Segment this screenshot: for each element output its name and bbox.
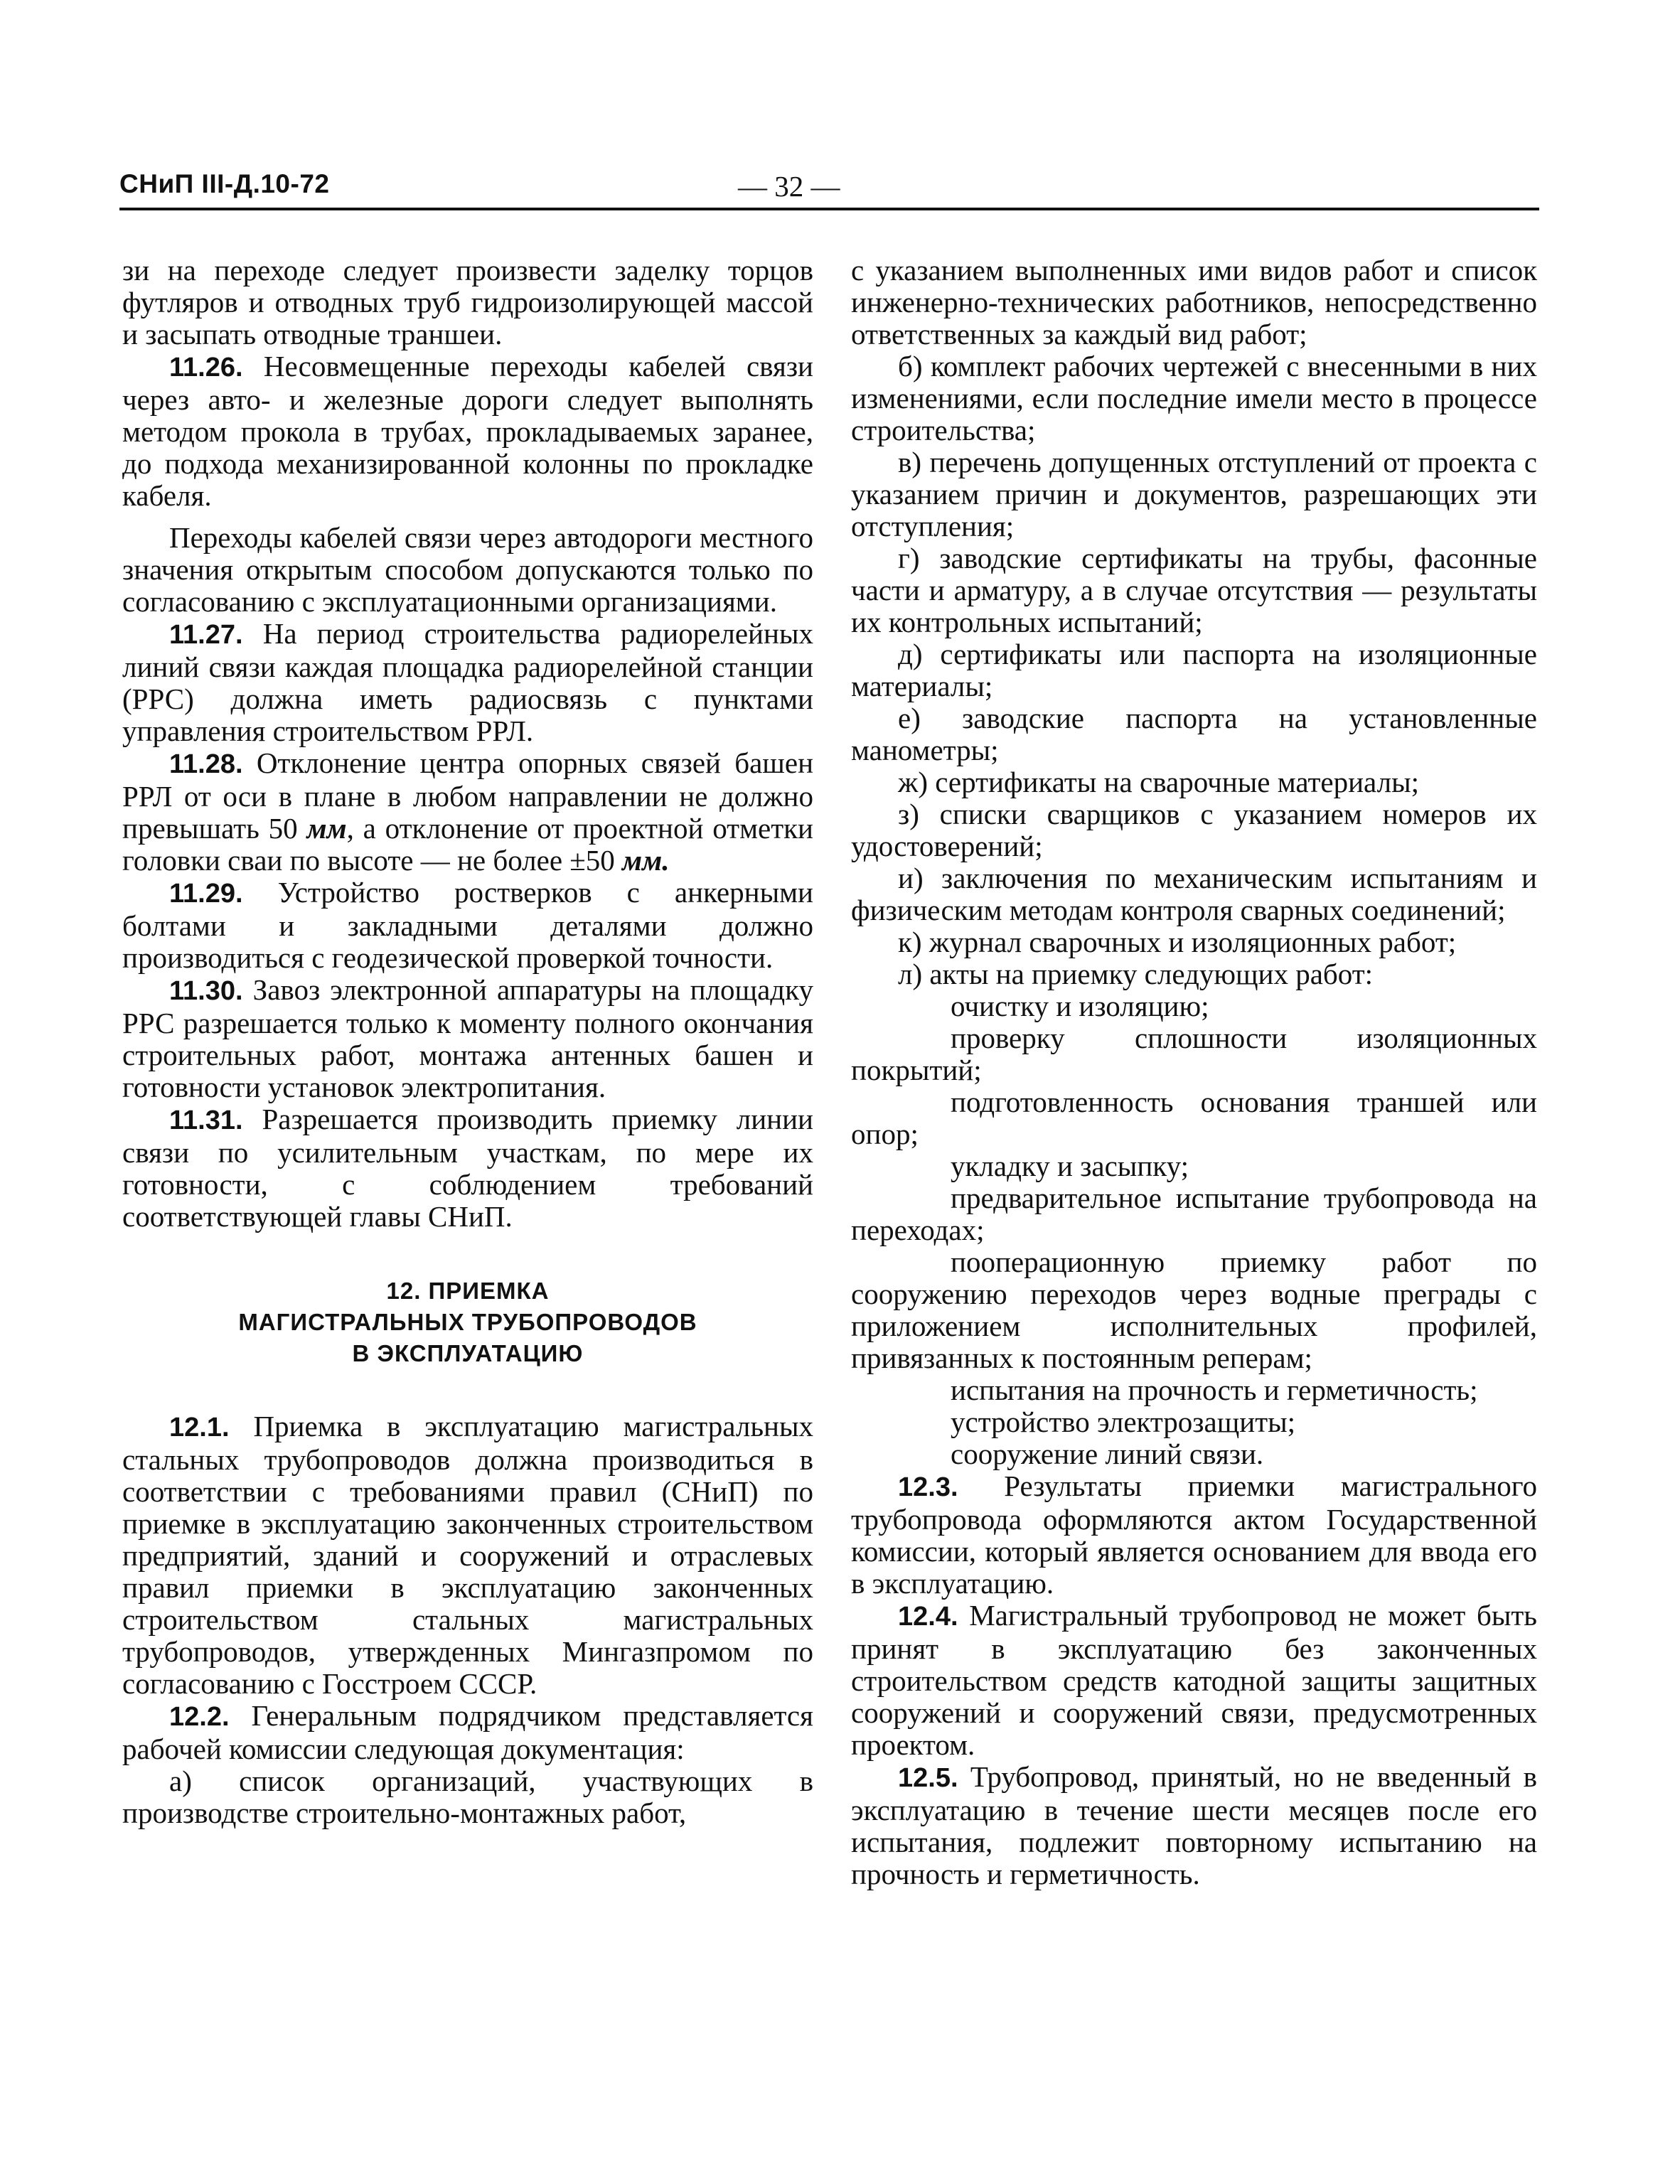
paragraph-12-2: 12.2. Генеральным подрядчиком представляется рабочей комиссии следующая документация:: [122, 1699, 813, 1765]
page-number: — 32 —: [738, 170, 840, 203]
paragraph-12-5: 12.5. Трубопровод, принятый, но не введенный в эксплуатацию в течение шести месяцев после его испытания, подлежит повторному испытанию на прочность и герметичность.: [851, 1760, 1538, 1890]
acceptance-subitem: укладку и засыпку;: [951, 1150, 1189, 1182]
list-item-z: з) списки сварщиков с указанием номеров их удостоверений;: [851, 798, 1537, 862]
list-item-d: д) сертификаты или паспорта на изоляционные материалы;: [851, 638, 1537, 702]
list-item-i: и) заключения по механическим испытаниям и физическим методам контроля сварных соединений;: [851, 862, 1537, 926]
list-item-l: л) акты на приемку следующих работ:: [898, 958, 1374, 990]
acceptance-subitem: очистку и изоляцию;: [951, 990, 1209, 1022]
list-item-v: в) перечень допущенных отступлений от проекта с указанием причин и документов, разрешающих эти отступления;: [851, 446, 1537, 542]
clause-number: 11.31.: [169, 1106, 243, 1135]
paragraph-11-30: 11.30. Завоз электронной аппаратуры на площадку РРС разрешается только к моменту полного окончания строительных работ, монтажа антенных башен и готовности установок электропитания.: [122, 973, 813, 1103]
paragraph-11-26: 11.26. Несовмещенные переходы кабелей связи через авто- и железные дороги следует выполнять методом прокола в трубах, прокладываемых заранее, до подхода механизированной колонны по прокладке кабеля.: [122, 350, 813, 512]
list-item-b: б) комплект рабочих чертежей с внесенными в них изменениями, если последние имели место в процессе строительства;: [851, 350, 1537, 446]
acceptance-subitem: предварительное испытание трубопровода на переходах;: [851, 1182, 1537, 1246]
header-rule: [119, 208, 1539, 210]
clause-number: 11.28.: [169, 749, 243, 779]
list-item-e: е) заводские паспорта на установленные манометры;: [851, 702, 1537, 766]
section-heading: 12. ПРИЕМКА МАГИСТРАЛЬНЫХ ТРУБОПРОВОДОВ В ЭКСПЛУАТАЦИЮ: [238, 1278, 697, 1366]
paragraph-road-crossings: Переходы кабелей связи через автодороги местного значения открытым способом допускаются только по согласованию с эксплуатационными организациями.: [122, 521, 813, 618]
clause-number: 12.5.: [898, 1763, 958, 1793]
paragraph-11-31: 11.31. Разрешается производить приемку линии связи по усилительным участкам, по мере их готовности, с соблюдением требований соответствующей главы СНиП.: [122, 1103, 813, 1233]
acceptance-subitem: подготовленность основания траншей или опор;: [851, 1086, 1537, 1150]
page-header: [119, 165, 1539, 209]
list-item-a-continuation: с указанием выполненных ими видов работ и список инженерно-технических работников, непосредственно ответственных за каждый вид работ;: [851, 254, 1537, 350]
list-item-a: а) список организаций, участвующих в производстве строительно-монтажных работ,: [122, 1765, 813, 1829]
document-code: СНиП III-Д.10-72: [119, 169, 330, 198]
acceptance-subitem: проверку сплошности изоляционных покрытий;: [851, 1022, 1537, 1086]
clause-number: 12.1.: [169, 1413, 230, 1442]
paragraph-continuation: зи на переходе следует произвести заделку торцов футляров и отводных труб гидроизолирующей массой и засыпать отводные траншеи.: [122, 254, 813, 350]
paragraph-11-27: 11.27. На период строительства радиорелейных линий связи каждая площадка радиорелейной станции (РРС) должна иметь радиосвязь с пунктами управления строительством РРЛ.: [122, 617, 813, 747]
paragraph-11-28: 11.28. Отклонение центра опорных связей башен РРЛ от оси в плане в любом направлении не должно превышать 50 мм, а отклонение от проектной отметки головки сваи по высоте — не более ±50 мм.: [122, 746, 814, 877]
paragraph-12-1: 12.1. Приемка в эксплуатацию магистральных стальных трубопроводов должна производиться в соответствии с требованиями правил (СНиП) по приемке в эксплуатацию законченных строительством предприятий, зданий и сооружений и отраслевых правил приемки в эксплуатацию законченных строительством стальных магистральных трубопроводов, утвержденных Мингазпромом по согласованию с Госстроем СССР.: [122, 1410, 814, 1700]
left-column: [122, 255, 813, 1829]
right-column: [851, 255, 1537, 1890]
paragraph-12-4: 12.4. Магистральный трубопровод не может быть принят в эксплуатацию без законченных строительством средств катодной защиты защитных сооружений и сооружений связи, предусмотренных проектом.: [851, 1599, 1538, 1761]
clause-number: 11.26.: [169, 353, 243, 382]
clause-number: 11.27.: [169, 620, 243, 650]
clause-number: 11.29.: [169, 879, 243, 909]
list-item-g: г) заводские сертификаты на трубы, фасонные части и арматуру, а в случае отсутствия — результаты их контрольных испытаний;: [851, 542, 1537, 638]
clause-number: 12.3.: [898, 1472, 958, 1502]
list-item-zh: ж) сертификаты на сварочные материалы;: [898, 766, 1420, 798]
paragraph-11-29: 11.29. Устройство ростверков с анкерными болтами и закладными деталями должно производиться с геодезической проверкой точности.: [122, 876, 813, 974]
clause-number: 12.2.: [169, 1702, 230, 1732]
acceptance-subitem: сооружение линий связи.: [951, 1438, 1264, 1470]
acceptance-subitem: устройство электрозащиты;: [951, 1406, 1296, 1438]
paragraph-12-3: 12.3. Результаты приемки магистрального трубопровода оформляются актом Государственной комиссии, который является основанием для ввода его в эксплуатацию.: [851, 1470, 1538, 1600]
list-item-k: к) журнал сварочных и изоляционных работ;: [898, 926, 1457, 958]
acceptance-subitem: пооперационную приемку работ по сооружению переходов через водные преграды с приложением исполнительных профилей, привязанных к постоянным реперам;: [851, 1246, 1537, 1374]
clause-number: 12.4.: [898, 1602, 958, 1632]
clause-number: 11.30.: [169, 976, 243, 1006]
acceptance-subitem: испытания на прочность и герметичность;: [951, 1374, 1478, 1406]
